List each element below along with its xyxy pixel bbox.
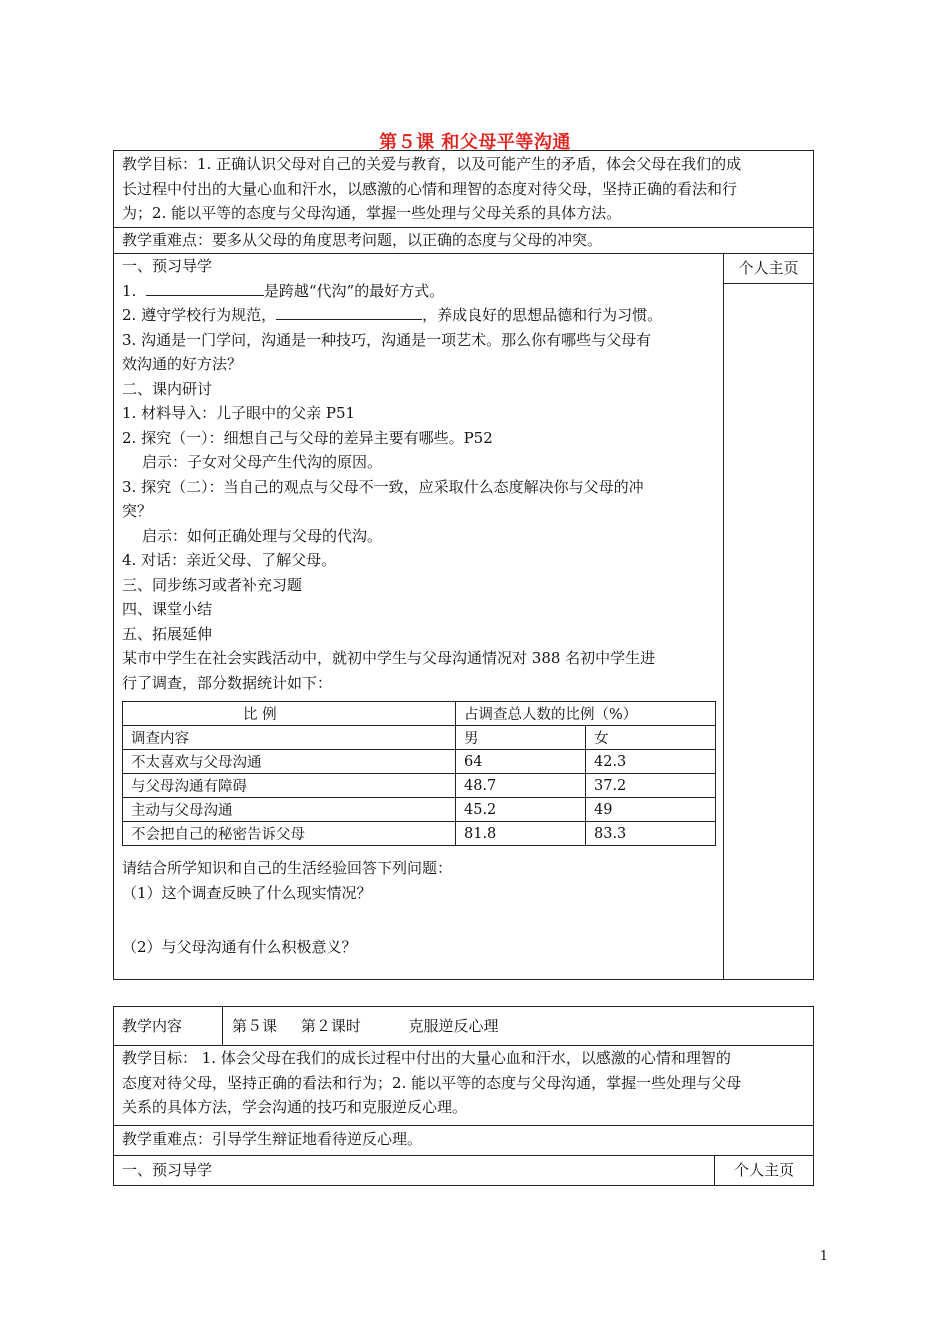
lesson2-goals: 教学目标： 1. 体会父母在我们的成长过程中付出的大量心血和汗水，以感激的心情和理智的 态度对待父母，坚持正确的看法和行为；2. 能以平等的态度与父母沟通，掌握一些处理与父母 关系的具体方法，学会沟通的技巧和克服逆反心理。 <box>122 1049 742 1116</box>
survey-table <box>122 701 716 846</box>
content-label: 教学内容 <box>122 1017 183 1035</box>
question-1: 1. 是跨越“代沟”的最好方式。 <box>122 281 445 300</box>
answer-blank-2[interactable] <box>276 305 422 320</box>
table-row: 不会把自己的秘密告诉父母 81.8 83.3 <box>123 822 716 846</box>
lesson2-table <box>113 1006 814 1186</box>
answer-blank-1[interactable] <box>146 281 264 296</box>
lesson1-difficulty: 教学重难点：要多从父母的角度思考问题，以正确的态度与父母的冲突。 <box>122 231 603 249</box>
table-row: 不太喜欢与父母沟通 64 42.3 <box>123 750 716 774</box>
personal-page-label: 个人主页 <box>738 259 799 277</box>
lesson1-goals: 教学目标：1. 正确认识父母对自己的关爱与教育，以及可能产生的矛盾，体会父母在我们的成 长过程中付出的大量心血和汗水，以感激的心情和理智的态度对待父母，坚持正确的看法和行 为；2. 能以平等的态度与父母沟通，掌握一些处理与父母关系的具体方法。 <box>122 155 742 222</box>
lesson1-body: 一、预习导学 1. 是跨越“代沟”的最好方式。 2. 遵守学校行为规范， ，养成良好的思想品德和行为习惯。 3. 沟通是一门学问，沟通是一种技巧，沟通是一项艺术。那么你有哪些与父母有 效沟通的好方法？ 二、课内研讨 1. 材料导入：儿子眼中的父亲 P51 2. 探究（一）：细想自己与父母的差异主要有哪些。P52 启示：子女对父母产生代沟的原因。 3. 探究（二）：当自己的观点与父母不一致，应采取什么态度解决你与父母的冲 突？ 启示：如何正确处理与父母的代沟。 4. 对话：亲近父母、了解父母。 三、同步练习或者补充习题 四、课堂小结 五、拓展延伸 某市中学生在社会实践活动中，就初中学生与父母沟通情况对 388 名初中学生进 行了调查，部分数据统计如下： <box>122 254 713 695</box>
study-heading: 二、课内研讨 <box>122 379 213 398</box>
personal-page-label: 个人主页 <box>733 1161 794 1179</box>
question-2: 2. 遵守学校行为规范， ，养成良好的思想品德和行为习惯。 <box>122 306 663 324</box>
header-cell: 女 <box>586 726 716 750</box>
lesson2-preview-heading: 一、预习导学 <box>122 1161 213 1179</box>
header-cell: 男 <box>456 726 586 750</box>
lesson-title: 第５课 第２课时 克服逆反心理 <box>232 1017 499 1035</box>
survey-questions: 请结合所学知识和自己的生活经验回答下列问题： （1）这个调查反映了什么现实情况？ （2）与父母沟通有什么积极意义？ <box>122 859 453 956</box>
lesson1-table <box>113 150 814 980</box>
table-row: 与父母沟通有障碍 48.7 37.2 <box>123 774 716 798</box>
table-row: 主动与父母沟通 45.2 49 <box>123 798 716 822</box>
header-cell: 调查内容 <box>123 726 456 750</box>
header-cell: 比 例 <box>123 702 456 726</box>
preview-heading: 一、预习导学 <box>122 257 213 275</box>
header-cell: 占调查总人数的比例（%） <box>456 702 716 726</box>
page-number: 1 <box>819 1249 828 1264</box>
lesson2-difficulty: 教学重难点：引导学生辩证地看待逆反心理。 <box>122 1130 423 1148</box>
page-title: 第５课 和父母平等沟通 <box>379 132 571 153</box>
